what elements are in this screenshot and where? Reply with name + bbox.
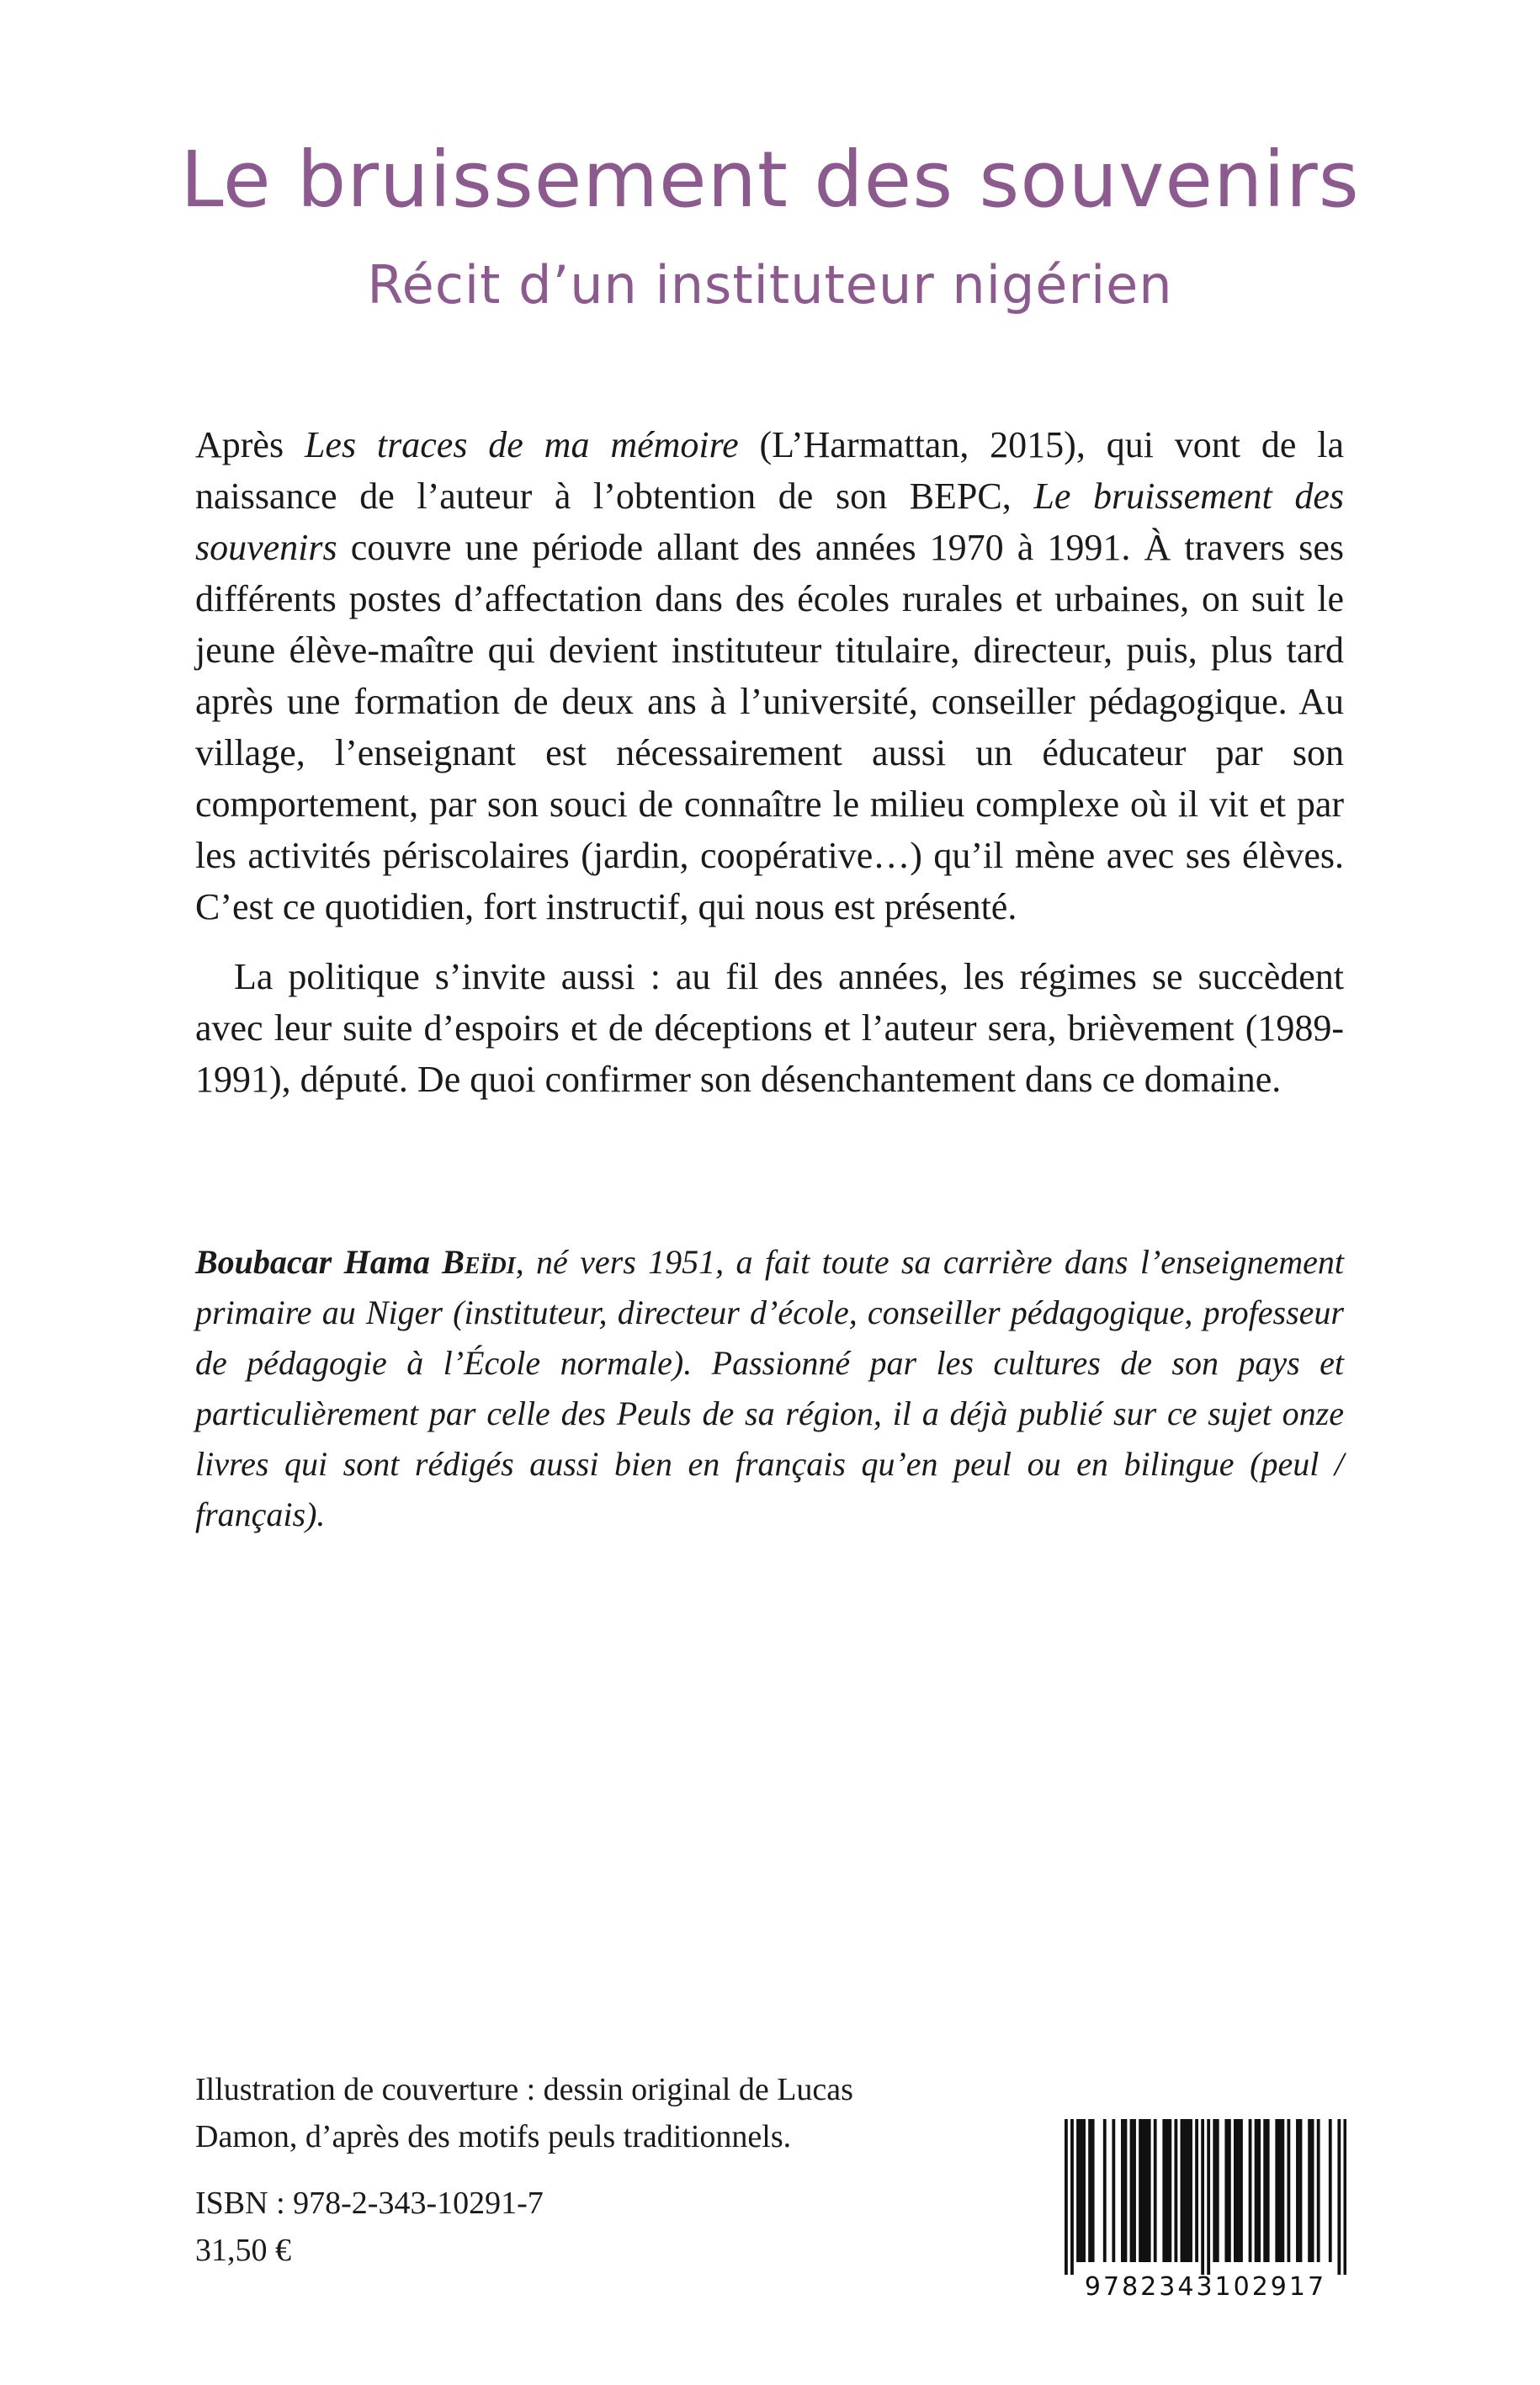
barcode-bar — [1263, 2119, 1267, 2262]
barcode-bar — [1154, 2119, 1157, 2262]
price: 31,50 € — [195, 2233, 291, 2268]
barcode-bar — [1174, 2119, 1177, 2262]
isbn: ISBN : 978-2-343-10291-7 — [195, 2186, 544, 2221]
barcode-bar — [1317, 2119, 1320, 2262]
book-reference: Les traces de ma mémoire — [304, 424, 739, 465]
barcode-bar — [1142, 2119, 1145, 2262]
barcode-bar — [1082, 2119, 1086, 2262]
barcode-bar — [1088, 2119, 1091, 2262]
barcode-bar — [1148, 2119, 1151, 2262]
author-name — [195, 1243, 516, 1281]
barcode-bar — [1296, 2119, 1299, 2262]
book-title: Le bruissement des souvenirs — [180, 135, 1360, 225]
barcode-bar — [1201, 2119, 1204, 2275]
barcode-bar — [1337, 2119, 1341, 2275]
book-subtitle: Récit d’un instituteur nigérien — [367, 254, 1173, 316]
author-bio-text: , né vers 1951, a fait toute sa carrière dans l’enseignement primaire au Niger (instituteur, directeur d’école, conseiller pédagogique, professeur de pédagogie à l’École normale). Passionné par les cultures de son pays et particulièrement par celle des Peuls de sa région, il a déjà publié sur ce sujet onze livres qui sont rédigés aussi bien en français qu’en peul ou en bilingue (peul / français). — [195, 1243, 1344, 1533]
barcode-bar — [1343, 2119, 1346, 2275]
barcode-digits: 9782343102917 — [1084, 2272, 1327, 2302]
barcode-bar — [1103, 2119, 1107, 2262]
barcode-bar — [1308, 2119, 1311, 2262]
barcode-bar — [1091, 2119, 1095, 2262]
author-bio — [195, 1237, 1344, 1540]
barcode-bars — [1065, 2119, 1346, 2275]
barcode — [1065, 2119, 1346, 2308]
barcode-bar — [1139, 2119, 1142, 2262]
barcode-bar — [1162, 2119, 1166, 2262]
barcode-bar — [1267, 2119, 1270, 2262]
book-reference: Le bruissement des souvenirs — [195, 475, 1345, 568]
barcode-bar — [1249, 2119, 1252, 2262]
barcode-bar — [1166, 2119, 1169, 2262]
barcode-bar — [1124, 2119, 1128, 2262]
barcode-bar — [1112, 2119, 1115, 2262]
illustration-credit: Illustration de couverture : dessin original de Lucas Damon, d’après des motifs peuls traditionnels. — [195, 2072, 853, 2154]
barcode-bar — [1080, 2119, 1083, 2262]
author-first-names: Boubacar Hama — [195, 1243, 443, 1281]
author-surname: Beïdi — [442, 1243, 516, 1281]
summary-text: Après — [195, 424, 305, 465]
barcode-bar — [1257, 2119, 1261, 2262]
barcode-bar — [1329, 2119, 1332, 2262]
barcode-bar — [1181, 2119, 1184, 2262]
barcode-bar — [1187, 2119, 1190, 2262]
summary-paragraph-1 — [195, 419, 1344, 932]
back-cover-summary — [195, 419, 1344, 1105]
summary-text: couvre une période allant des années 1970 à 1991. À travers ses différents postes d’affectation dans des écoles rurales et urbaines, on suit le jeune élève-maître qui devient instituteur titulaire, directeur, puis, plus tard après une formation de deux ans à l’université, conseiller pédagogique. Au village, l’enseignant est nécessairement aussi un éducateur par son comportement, par son souci de connaître le milieu complexe où il vit et par les activités périscolaires (jardin, coopérative…) qu’il mène avec ses élèves. C’est ce quotidien, fort instructif, qui nous est présenté. — [195, 527, 1344, 927]
barcode-bar — [1070, 2119, 1074, 2275]
barcode-bar — [1240, 2119, 1243, 2262]
barcode-bar — [1189, 2119, 1192, 2262]
barcode-bar — [1234, 2119, 1237, 2262]
barcode-bar — [1144, 2119, 1148, 2262]
barcode-bar — [1076, 2119, 1080, 2262]
barcode-bar — [1237, 2119, 1240, 2262]
barcode-bar — [1216, 2119, 1219, 2262]
barcode-bar — [1228, 2119, 1231, 2262]
barcode-bar — [1281, 2119, 1284, 2262]
barcode-bar — [1224, 2119, 1228, 2262]
barcode-bar — [1275, 2119, 1278, 2262]
barcode-bar — [1195, 2119, 1198, 2262]
barcode-bar — [1121, 2119, 1124, 2262]
barcode-bar — [1133, 2119, 1136, 2262]
barcode-bar — [1213, 2119, 1216, 2262]
barcode-bar — [1311, 2119, 1314, 2262]
barcode-bar — [1255, 2119, 1258, 2262]
barcode-bar — [1130, 2119, 1134, 2262]
barcode-bar — [1278, 2119, 1282, 2262]
barcode-bar — [1287, 2119, 1290, 2262]
barcode-bar — [1299, 2119, 1303, 2262]
barcode-bar — [1207, 2119, 1210, 2275]
barcode-bar — [1183, 2119, 1187, 2262]
summary-paragraph-2: La politique s’invite aussi : au fil des années, les régimes se succèdent avec leur suite d’espoirs et de déceptions et l’auteur sera, brièvement (1989-1991), député. De quoi confirmer son désenchantement dans ce domaine. — [195, 956, 1344, 1100]
barcode-bar — [1168, 2119, 1171, 2262]
barcode-bar — [1065, 2119, 1068, 2275]
summary-text: (L’Harmattan, 2015), qui vont de la naissance de l’auteur à l’obtention de son BEPC, — [195, 424, 1344, 517]
